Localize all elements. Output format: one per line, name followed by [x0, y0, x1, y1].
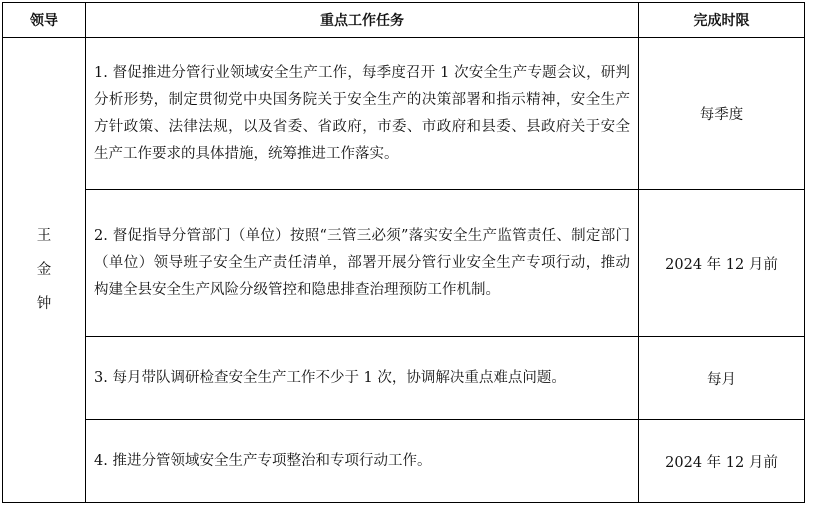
- leader-name-cell: [3, 38, 86, 503]
- task-cell: 3. 每月带队调研检查安全生产工作不少于 1 次，协调解决重点难点问题。: [86, 337, 639, 420]
- header-task: 重点工作任务: [86, 3, 639, 38]
- leader-char: 钟: [36, 296, 52, 312]
- header-leader: 领导: [3, 3, 86, 38]
- table-row: [3, 190, 805, 337]
- table-row: [3, 337, 805, 420]
- deadline-cell: 2024 年 12 月前: [639, 190, 805, 337]
- responsibility-table: [2, 2, 805, 503]
- header-row: [3, 3, 805, 38]
- deadline-cell: 每月: [639, 337, 805, 420]
- header-deadline: 完成时限: [639, 3, 805, 38]
- task-cell: 2. 督促指导分管部门（单位）按照“三管三必须”落实安全生产监管责任、制定部门（单位）领导班子安全生产责任清单，部署开展分管行业安全生产专项行动，推动构建全县安全生产风险分级管控和隐患排查治理预防工作机制。: [86, 190, 639, 337]
- task-cell: 4. 推进分管领域安全生产专项整治和专项行动工作。: [86, 420, 639, 503]
- deadline-cell: 2024 年 12 月前: [639, 420, 805, 503]
- table-row: [3, 38, 805, 190]
- leader-char: 王: [36, 228, 52, 244]
- table-row: [3, 420, 805, 503]
- task-cell: 1. 督促推进分管行业领域安全生产工作，每季度召开 1 次安全生产专题会议，研判分析形势，制定贯彻党中央国务院关于安全生产的决策部署和指示精神，安全生产方针政策、法律法规，以及省委、省政府，市委、市政府和县委、县政府关于安全生产工作要求的具体措施，统筹推进工作落实。: [86, 38, 639, 190]
- deadline-cell: 每季度: [639, 38, 805, 190]
- leader-char: 金: [36, 262, 52, 278]
